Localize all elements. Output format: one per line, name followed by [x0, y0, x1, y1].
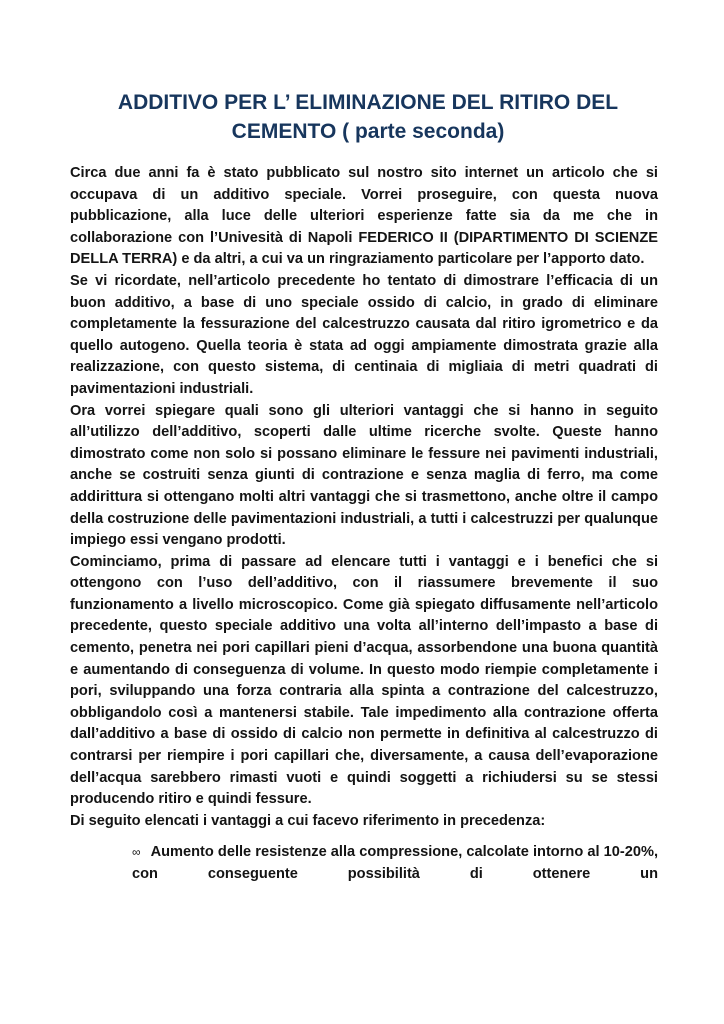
paragraph-intro: Circa due anni fa è stato pubblicato sul nostro sito internet un articolo che si occupava di un additivo speciale. Vorrei proseguire, con questa nuova pubblicazione, alla luce delle ulteriori esperienze fatte sia da me che in collaborazione con l’Univesità di Napoli FEDERICO II (DIPARTIMENTO DI SCIENZE DELLA TERRA) e da altri, a cui va un ringraziamento particolare per l’apporto dato. [70, 165, 658, 268]
list-item [132, 842, 658, 885]
paragraph-list-intro: Di seguito elencati i vantaggi a cui facevo riferimento in precedenza: [70, 812, 546, 829]
paragraph-previous-article: Se vi ricordate, nell’articolo precedente ho tentato di dimostrare l’efficacia di un buon additivo, a base di uno speciale ossido di calcio, in grado di eliminare completamente la fessurazione del calcestruzzo causata dal ritiro igrometrico e da quello autogeno. Quella teoria è stata ad oggi ampiamente dimostrata grazie alla realizzazione, con questo sistema, di centinaia di migliaia di metri quadrati di pavimentazioni industriali. [70, 272, 658, 397]
paragraph-further-advantages: Ora vorrei spiegare quali sono gli ulteriori vantaggi che si hanno in seguito all’utilizzo dell’additivo, scoperti dalle ultime ricerche svolte. Queste hanno dimostrato come non solo si possano eliminare le fessure nei pavimenti industriali, anche se costruiti senza giunti di contrazione e senza maglia di ferro, ma come addirittura si ottengano molti altri vantaggi che si trasmettono, anche oltre il campo della costruzione delle pavimentazioni industriali, a tutti i calcestruzzi per qualunque impiego essi vengano prodotti. [70, 402, 658, 549]
document-body [70, 163, 658, 886]
infinity-bullet-icon: ∞ [132, 845, 141, 860]
paragraph-mechanism: Cominciamo, prima di passare ad elencare tutti i vantaggi e i benefici che si ottengono con l’uso dell’additivo, con il riassumere brevemente il suo funzionamento a livello microscopico. Come già spiegato diffusamente nell’articolo precedente, questo speciale additivo una volta all’interno dell’impasto a base di cemento, penetra nei pori capillari pieni d’acqua, assorbendone una buona quantità e aumentando di conseguenza di volume. In questo modo riempie completamente i pori, sviluppando una forza contraria alla spinta a contrazione del calcestruzzo, obbligandolo così a mantenersi stabile. Tale impedimento alla contrazione offerta dall’additivo a base di ossido di calcio non permette in definitiva al calcestruzzo di contrarsi per riempire i pori capillari che, diversamente, a causa dell’evaporazione dell’acqua sarebbero rimasti vuoti e quindi soggetti a richiudersi su se stessi producendo ritiro e quindi fessure. [70, 553, 658, 808]
document-title: ADDITIVO PER L’ ELIMINAZIONE DEL RITIRO DEL CEMENTO ( parte seconda) [117, 91, 619, 143]
advantages-list [70, 842, 658, 885]
list-item-text: Aumento delle resistenze alla compressione, calcolate intorno al 10-20%, con conseguente possibilità di ottenere un [132, 844, 658, 882]
